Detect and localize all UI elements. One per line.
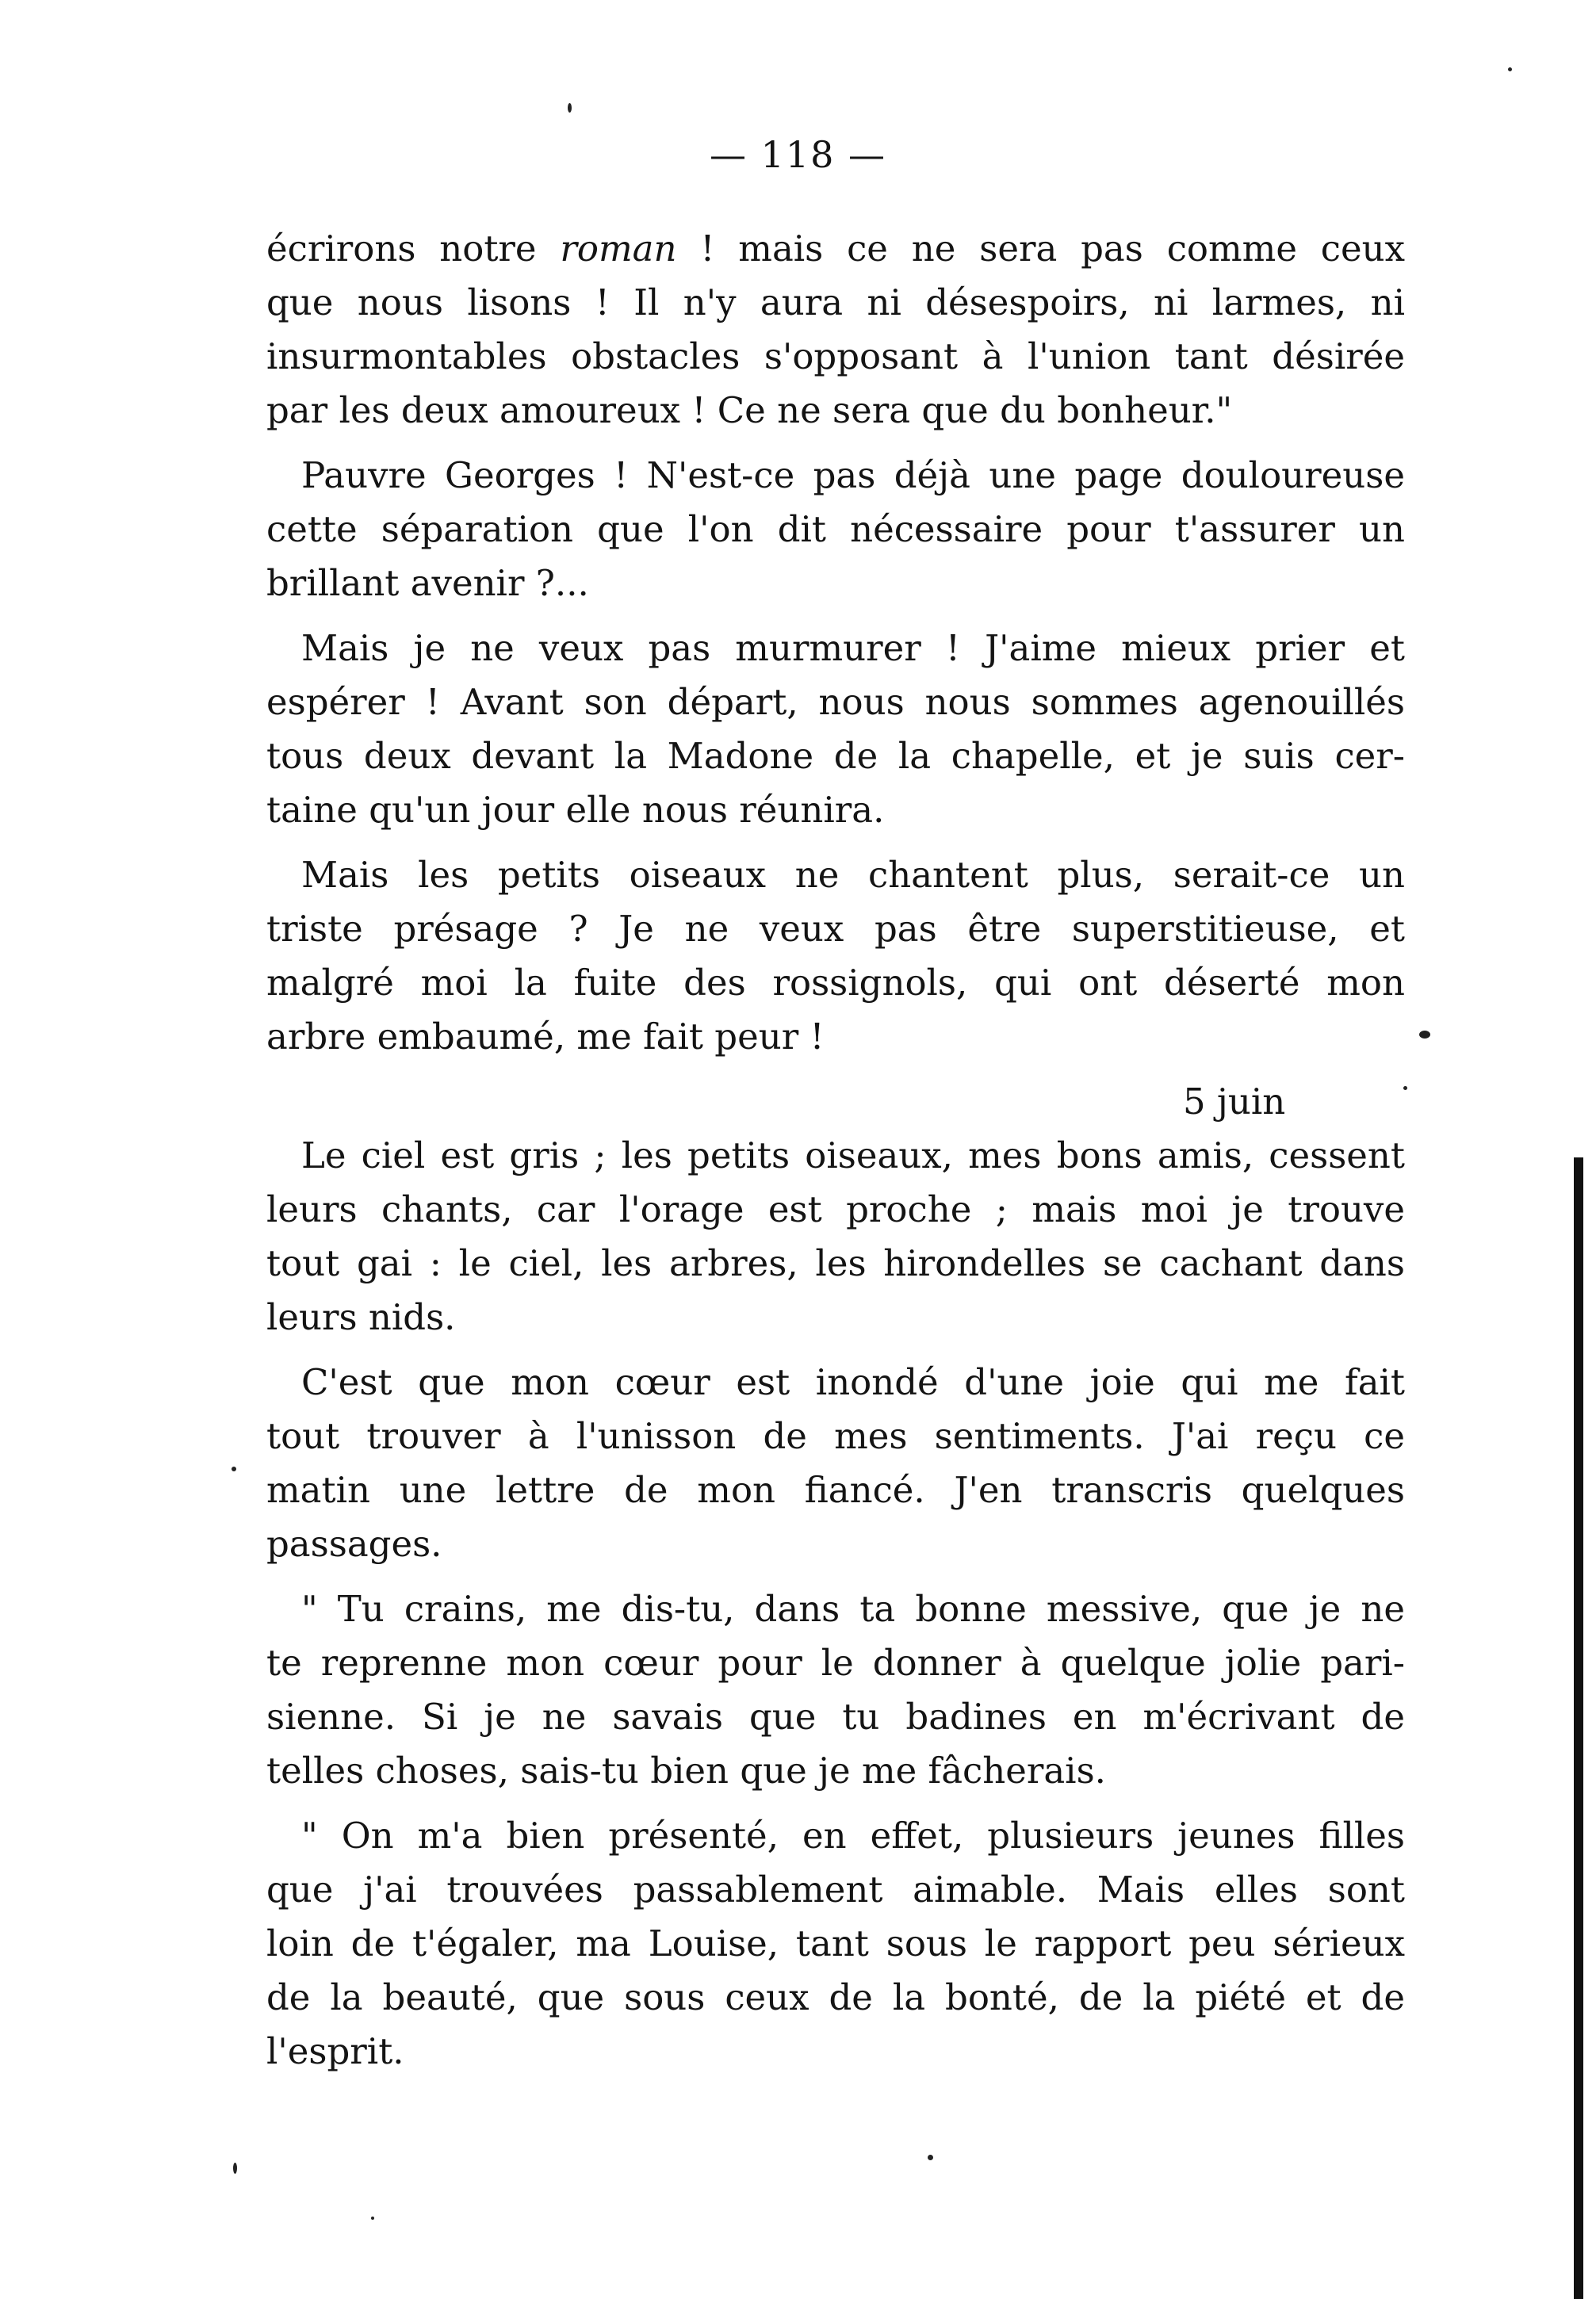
italic-word: roman: [560, 228, 677, 270]
text-line: arbre embaumé, me fait peur !: [266, 1016, 825, 1058]
text-line: Mais les petits oiseaux ne chantent plus, serait-ce un: [301, 854, 1405, 896]
text-line: tout gai : le ciel, les arbres, les hirondelles se cachant dans: [266, 1242, 1405, 1284]
text-line: cette séparation que l'on dit nécessaire pour t'assurer un: [266, 508, 1405, 550]
scan-speck: [233, 2163, 237, 2174]
scan-speck: [371, 2217, 374, 2220]
text-line: Mais je ne veux pas murmurer ! J'aime mieux prier et: [301, 627, 1405, 669]
text-line: loin de t'égaler, ma Louise, tant sous le rapport peu sérieux: [266, 1922, 1405, 1964]
text-line: te reprenne mon cœur pour le donner à quelque jolie pari-: [266, 1642, 1405, 1684]
text-line: tous deux devant la Madone de la chapelle, et je suis cer-: [266, 735, 1405, 777]
text-line: passages.: [266, 1523, 442, 1565]
text-line: telles choses, sais-tu bien que je me fâcherais.: [266, 1750, 1106, 1792]
text-line: malgré moi la fuite des rossignols, qui ont déserté mon: [266, 962, 1405, 1004]
text-line: Le ciel est gris ; les petits oiseaux, mes bons amis, cessent: [301, 1134, 1405, 1176]
text-line: par les deux amoureux ! Ce ne sera que du bonheur.": [266, 389, 1233, 431]
text-line: taine qu'un jour elle nous réunira.: [266, 789, 885, 831]
entry-date: 5 juin: [1183, 1081, 1286, 1123]
text-line: que nous lisons ! Il n'y aura ni désespoirs, ni larmes, ni: [266, 281, 1405, 323]
text-line: insurmontables obstacles s'opposant à l'union tant désirée: [266, 335, 1405, 377]
scan-speck: [1403, 1086, 1407, 1090]
text-line: leurs chants, car l'orage est proche ; mais moi je trouve: [266, 1188, 1405, 1230]
text-line: espérer ! Avant son départ, nous nous sommes agenouillés: [266, 681, 1405, 723]
text-line: matin une lettre de mon fiancé. J'en transcris quelques: [266, 1469, 1405, 1511]
text-line: l'esprit.: [266, 2030, 404, 2072]
scan-edge-shadow: [1574, 1157, 1583, 2299]
scan-speck: [568, 103, 572, 113]
text-line: " Tu crains, me dis-tu, dans ta bonne messive, que je ne: [301, 1588, 1405, 1630]
text-line: Pauvre Georges ! N'est-ce pas déjà une page douloureuse: [301, 454, 1405, 496]
text-line: de la beauté, que sous ceux de la bonté, de la piété et de: [266, 1976, 1405, 2018]
text-line: écrirons notre roman ! mais ce ne sera pas comme ceux: [266, 228, 1405, 270]
scan-speck: [1508, 67, 1512, 71]
text-line: " On m'a bien présenté, en effet, plusieurs jeunes filles: [301, 1815, 1405, 1857]
body-text: [266, 222, 1405, 2079]
text-line: que j'ai trouvées passablement aimable. Mais elles sont: [266, 1869, 1405, 1911]
text-line: leurs nids.: [266, 1296, 456, 1338]
text-line: brillant avenir ?...: [266, 562, 589, 604]
page-number: — 118 —: [709, 133, 887, 176]
text-line: C'est que mon cœur est inondé d'une joie qui me fait: [301, 1361, 1405, 1403]
scan-speck: [928, 2155, 933, 2160]
scan-speck: [232, 1467, 236, 1471]
text-line: sienne. Si je ne savais que tu badines en m'écrivant de: [266, 1696, 1405, 1738]
scan-speck: [1419, 1031, 1430, 1039]
text-line: tout trouver à l'unisson de mes sentiments. J'ai reçu ce: [266, 1415, 1405, 1457]
text-line: triste présage ? Je ne veux pas être superstitieuse, et: [266, 908, 1405, 950]
